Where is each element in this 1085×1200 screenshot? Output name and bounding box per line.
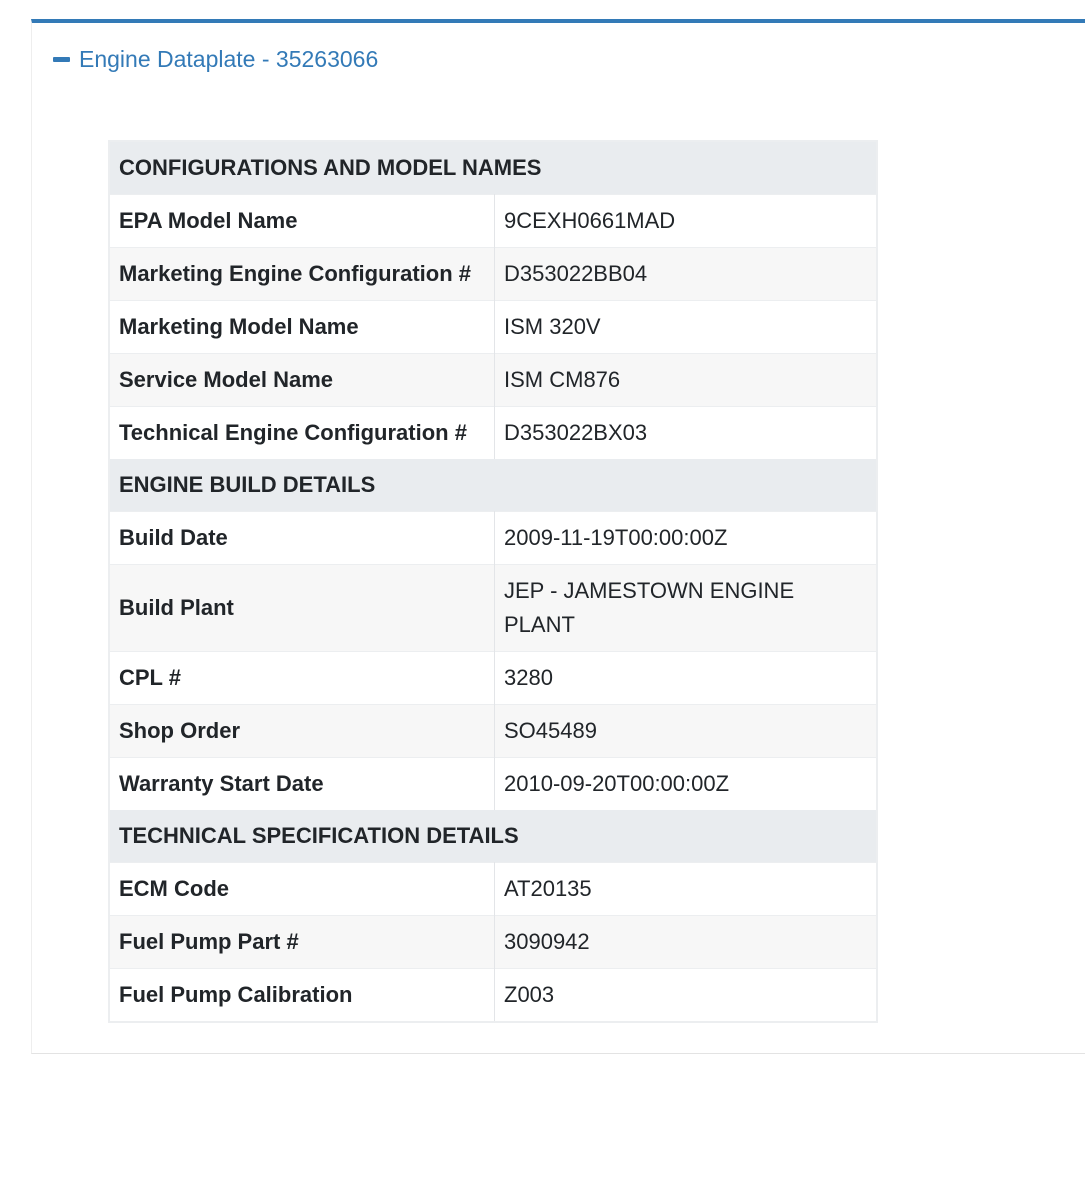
row-value: AT20135 <box>495 863 878 916</box>
row-value: D353022BB04 <box>495 248 878 301</box>
panel-toggle[interactable] <box>52 45 378 73</box>
table-row <box>109 863 877 916</box>
section-header-row <box>109 141 877 195</box>
table-row <box>109 652 877 705</box>
row-label: Service Model Name <box>109 354 495 407</box>
section-heading: ENGINE BUILD DETAILS <box>109 459 877 512</box>
row-value: D353022BX03 <box>495 407 878 460</box>
row-label: Build Plant <box>109 565 495 652</box>
table-row <box>109 565 877 652</box>
row-value: 2009-11-19T00:00:00Z <box>495 512 878 565</box>
panel-title[interactable]: Engine Dataplate - 35263066 <box>79 46 379 72</box>
row-value: Z003 <box>495 969 878 1023</box>
row-value: ISM 320V <box>495 301 878 354</box>
row-label: Shop Order <box>109 705 495 758</box>
row-label: Warranty Start Date <box>109 758 495 811</box>
table-row <box>109 301 877 354</box>
row-label: Fuel Pump Calibration <box>109 969 495 1023</box>
row-label: Marketing Engine Configuration # <box>109 248 495 301</box>
table-row <box>109 512 877 565</box>
table-row <box>109 969 877 1023</box>
row-label: Build Date <box>109 512 495 565</box>
table-row <box>109 248 877 301</box>
row-label: Fuel Pump Part # <box>109 916 495 969</box>
minus-icon[interactable] <box>52 50 71 69</box>
table-row <box>109 354 877 407</box>
dataplate-table <box>108 140 878 1023</box>
row-value: 2010-09-20T00:00:00Z <box>495 758 878 811</box>
row-label: Marketing Model Name <box>109 301 495 354</box>
row-value: ISM CM876 <box>495 354 878 407</box>
table-row <box>109 758 877 811</box>
row-label: EPA Model Name <box>109 195 495 248</box>
table-row <box>109 705 877 758</box>
section-header-row <box>109 459 877 512</box>
table-row <box>109 407 877 460</box>
row-value: SO45489 <box>495 705 878 758</box>
section-heading: CONFIGURATIONS AND MODEL NAMES <box>109 141 877 195</box>
row-label: ECM Code <box>109 863 495 916</box>
row-label: CPL # <box>109 652 495 705</box>
row-value: 9CEXH0661MAD <box>495 195 878 248</box>
row-value: JEP - JAMESTOWN ENGINE PLANT <box>495 565 878 652</box>
section-header-row <box>109 810 877 863</box>
table-row <box>109 195 877 248</box>
row-label: Technical Engine Configuration # <box>109 407 495 460</box>
table-row <box>109 916 877 969</box>
row-value: 3280 <box>495 652 878 705</box>
row-value: 3090942 <box>495 916 878 969</box>
section-heading: TECHNICAL SPECIFICATION DETAILS <box>109 810 877 863</box>
